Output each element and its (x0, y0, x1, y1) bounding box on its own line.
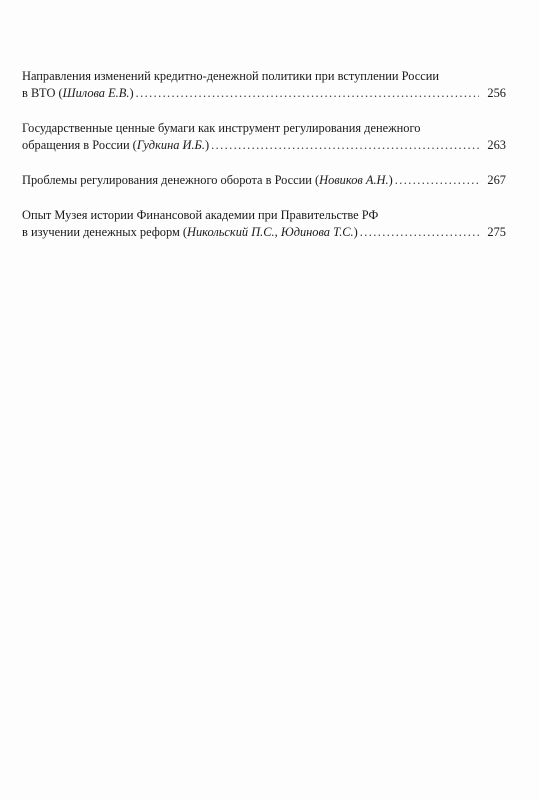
toc-entry-line (22, 224, 506, 241)
toc-entry-title-end: в ВТО (Шилова Е.В.) (22, 86, 134, 100)
toc-entry-title: Опыт Музея истории Финансовой академии при Правительстве РФ (22, 208, 379, 222)
toc-entry-author: Шилова Е.В. (62, 86, 130, 100)
dot-leader (395, 172, 479, 189)
toc-entry-title: Проблемы регулирования денежного оборота в России (Новиков А.Н.) (22, 173, 393, 187)
toc-entry-page: 275 (487, 225, 506, 239)
toc-entry-author: Никольский П.С., Юдинова Т.С. (187, 225, 354, 239)
dot-leader (136, 85, 479, 102)
toc-entry-line (22, 85, 506, 102)
toc-entry-title-end: обращения в России (Гудкина И.Б.) (22, 138, 210, 152)
toc-entry-page: 256 (487, 86, 506, 100)
toc-entry-line (22, 172, 506, 189)
toc-entry-title: Государственные ценные бумаги как инструмент регулирования денежного (22, 121, 421, 135)
toc-entry-line (22, 137, 506, 154)
table-of-contents (22, 68, 506, 259)
toc-entry-title-end: в изучении денежных реформ (Никольский П.С., Юдинова Т.С.) (22, 225, 358, 239)
toc-entry[interactable] (22, 207, 506, 241)
toc-entry[interactable] (22, 172, 506, 189)
toc-entry-page: 267 (487, 173, 506, 187)
toc-entry-page: 263 (487, 138, 506, 152)
dot-leader (211, 137, 479, 154)
toc-entry[interactable] (22, 68, 506, 102)
toc-entry-author: Новиков А.Н. (319, 173, 389, 187)
toc-entry-author: Гудкина И.Б. (136, 138, 205, 152)
toc-entry[interactable] (22, 120, 506, 154)
toc-entry-title: Направления изменений кредитно-денежной политики при вступлении России (22, 69, 439, 83)
dot-leader (360, 224, 479, 241)
